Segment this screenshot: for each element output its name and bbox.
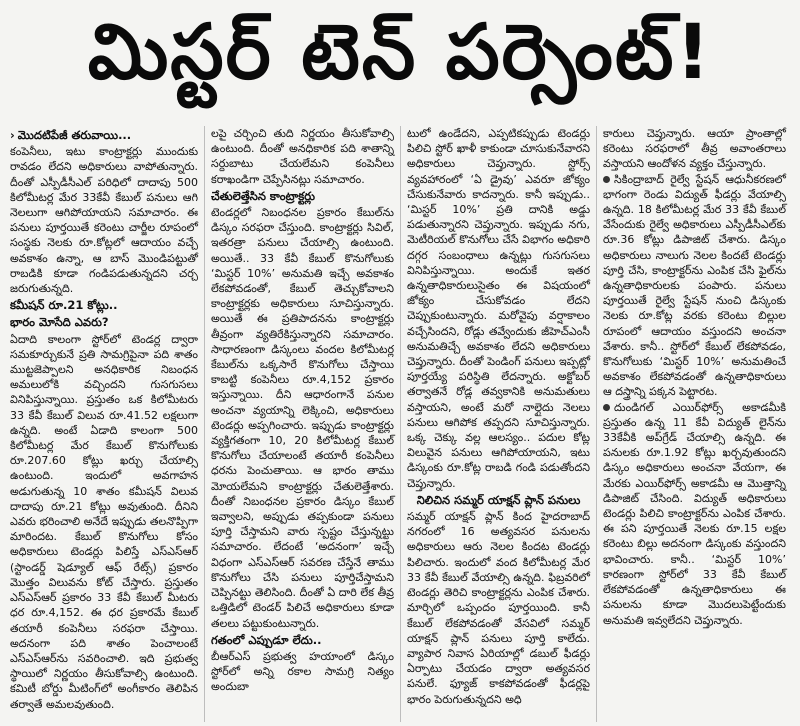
- subheading: [407, 493, 590, 508]
- paragraph: లపై చర్చించి తుది నిర్ణయం తీసుకోవాల్సి ఉంటుంది. దీంతో అనధికారిక పది శాతాన్ని సర్దుబాటు చేయలేమని కంపెనీలు కరాఖండిగా చెప్పేసినట్లు సమాచారం.: [211, 127, 394, 186]
- subheading-text: గతంలో ఎప్పుడూ లేదు..: [211, 632, 322, 647]
- chevron-right-icon: ›: [10, 128, 15, 142]
- bullet-icon: [603, 176, 610, 183]
- paragraph: బీఆర్ఎస్ ప్రభుత్వ హయాంలో డిస్కం స్టోర్‌లో అన్ని రకాల సామగ్రి నిత్యం అందుబా: [211, 649, 394, 694]
- subheading: [211, 633, 394, 648]
- subheading-text: భారం మోసేది ఎవరు?: [10, 315, 109, 330]
- subheading: [10, 128, 198, 143]
- subheading: [10, 298, 198, 313]
- article-column-3: [400, 126, 596, 722]
- subheading: [10, 315, 198, 330]
- subheading-text: నిలిచిన సమ్మర్ యాక్షన్ ప్లాన్ పనులు: [416, 492, 581, 507]
- paragraph: కారులు చెప్తున్నారు. ఆయా ప్రాంతాల్లో కరెంటు సరఫరాలో తీవ్ర అవాంతరాలు వస్తాయని ఆందోళన వ్యక్తం చేస్తున్నారు.: [603, 127, 786, 171]
- paragraph-text: సికింద్రాబాద్ రైల్వే స్టేషన్ ఆధునీకరణలో భాగంగా రెండు విద్యుత్ ఫీడర్లు వేయాల్సి ఉన్నది. 18 కిలోమీటర్ల మేర 33 కేవీ కేబుల్ వేసేందుకు రైల్వే అధికారులు ఎస్పీడీసీఎల్‌కు రూ.36 కోట్లు డిపాజిట్ చేశారు. డిస్కం అధికారులు నాలుగు నెలల కిందటే టెండర్లు పూర్తి చేసి, కాంట్రాక్టర్‌ను ఎంపిక చేసి ఫైల్‌ను ఉన్నతాధికారులకు పంపారు. పనులు పూర్తయితే రైల్వే స్టేషన్ నుంచి డిస్కంకు నెలకు రూ.కోట్ల వరకు కరెంటు బిల్లుల రూపంలో ఆదాయం వస్తుందని అంచనా వేశారు. కానీ.. స్టోర్‌లో కేబుల్ లేకపోవడం, కొనుగోలుకు ‘మిస్టర్ 10%’ అనుమతించే అవకాశం లేకపోవడంతో ఉన్నతాధికారులు ఆ దస్త్రాన్ని పక్కన పెట్టారట.: [603, 172, 786, 399]
- subheading: [211, 189, 394, 204]
- subheading-text: మొదటిపేజీ తరువాయి...: [17, 128, 132, 142]
- article-columns: [8, 126, 792, 722]
- article-column-1: [8, 126, 204, 722]
- paragraph: సమ్మర్ యాక్షన్ ప్లాన్ కింద హైదరాబాద్ నగరంలో 16 అత్యవసర పనులను అధికారులు ఆరు నెలల కిందట టెండర్లు పిలిచారు. ఇందులో వంద కిలోమీటర్ల మేర 33 కేవీ కేబుల్ వేయాల్సి ఉన్నది. ఫిబ్రవరిలో టెండర్లు తెరిచి కాంట్రాక్టర్లను ఎంపిక చేశారు. మార్చిలో ఒప్పందం పూర్తయింది. కానీ కేబుల్ లేకపోవడంతో వేసవిలో సమ్మర్ యాక్షన్ ప్లాన్ పనులు పూర్తి కాలేదు. వ్యాపార నివాస ఏరియాల్లో డబుల్ ఫీడర్లు ఏర్పాటు చేయడం ద్వారా అత్యవసర పనులే. ఫ్యూజ్ కాకపోవడంతో ఫీడర్లపై భారం పెరుగుతున్నదని అధి: [407, 510, 590, 706]
- paragraph: టులో ఉండేదని, ఎప్పటికప్పుడు టెండర్లు పిలిచి స్టోర్ ఖాళీ కాకుండా చూసుకునేవారని అధికారులు చెప్తున్నారు. స్టోర్స్ వ్యవహారంలో ‘ఏ డ్రైవు’ ఎవరూ జోక్యం చేసుకునేవారు కాదన్నారు. కానీ ఇప్పుడు.. ‘మిస్టర్ 10%’ ప్రతి దానికి అడ్డు పడుతున్నారని చెప్తున్నారు. ఇప్పుడు నగు, మెటీరియల్ కొనుగోలు చేసే విభాగం అధికారి దగ్గర సంబంధాలు ఉన్నట్లు గుసగుసలు వినిపిస్తున్నాయి. అందుకే ఇతర ఉన్నతాధికారులుసైతం ఈ విషయంలో జోక్యం చేసుకోవడం లేదని చెప్పుకుంటున్నారు. మరోవైపు వర్షాకాలం వచ్చేసిందని, రోడ్లు తవ్వేందుకు జీహెచ్ఎంసీ అనుమతిచ్చే అవకాశం లేదని అధికారులు చెప్తున్నారు. దీంతో పెండింగ్ పనులు ఇప్పట్లో పూర్తయ్యే పరిస్థితి లేదన్నారు. అక్టోబర్ తర్వాతనే రోడ్ల తవ్వకానికి అనుమతులు వస్తాయని, అంటే మరో నాల్గైదు నెలలు పనులు ఆగిపోక తప్పదని సూచిస్తున్నారు. ఒక్క చెక్కు వల్ల ఆలస్యం.. పదుల కోట్ల విలువైన పనులు ఆగిపోయాయని, ఇటు డిస్కంకు రూ.కోట్ల రాబడి గండి పడుతోందని చెప్తున్నారు.: [407, 127, 590, 490]
- article-column-2: [204, 126, 400, 722]
- paragraph: ఏదాది కాలంగా స్టోర్‌లో టెండర్ల ద్వారా సమకూర్చుకునే ప్రతి సామగ్రిపైనా పది శాతం ముట్టజెప్పాలని అనధికారిక నిబంధన అమలులోకి వచ్చిందని గుసగుసలు వినిపిస్తున్నాయి. ప్రస్తుతం ఒక కిలోమీటరు 33 కేవీ కేబుల్ విలువ రూ.41.52 లక్షలుగా ఉన్నది. అంటే ఏడాది కాలంగా 500 కిలోమీటర్ల మేర కేబుల్ కొనుగోలుకు రూ.207.60 కోట్లు ఖర్చు చేయాల్సి ఉంటుంది. ఇందులో అవగాహన అడుగుతున్న 10 శాతం కమీషన్ విలువ దాదాపు రూ.21 కోట్లు అవుతుంది. దీనిని ఎవరు భరించాలి అనేదే ఇప్పుడు తలనొప్పిగా మారిందట. కేబుల్ కొనుగోలు కోసం అధికారులు టెండర్లు పిలిస్తే ఎస్ఎస్ఆర్ (స్టాండర్డ్ షెడ్యూల్ ఆఫ్ రేట్స్) ప్రకారం మొత్తం విలువను కోట్ చేస్తారు. ప్రస్తుతం ఎస్ఎస్ఆర్ ప్రకారం 33 కేవీ కేబుల్ మీటరు ధర రూ.4,152. ఈ ధర ప్రకారమే కేబుల్ తయారీ కంపెనీలు సరఫరా చేస్తాయి. అదనంగా పది శాతం పెంచాలంటే ఎస్ఎస్ఆర్‌ను సవరించాలి. ఇది ప్రభుత్వ స్థాయిలో నిర్ణయం తీసుకోవాల్సి ఉంటుంది. కమిటీ బోర్డు మీటింగ్‌లో అంగీకారం తెలిపిన తర్వాతే అమలవుతుంది.: [10, 332, 198, 711]
- paragraph: టెండర్లలో నిబంధనల ప్రకారం కేబుల్‌ను డిస్కం సరఫరా చేస్తుంది. కాంట్రాక్టర్లు సివిల్, ఇతరత్రా పనులు చేయాల్సి ఉంటుంది. అయితే.. 33 కేవీ కేబుల్ కొనుగోలుకు ‘మిస్టర్ 10%’ అనుమతి ఇచ్చే అవకాశం లేకపోవడంతో, కేబుల్ తెచ్చుకోవాలని కాంట్రాక్టర్లకు అధికారులు సూచిస్తున్నారు. అయితే ఈ ప్రతిపాదనను కాంట్రాక్టర్లు తీవ్రంగా వ్యతిరేకిస్తున్నారని సమాచారం. సాధారణంగా డిస్కంలు వందల కిలోమీటర్ల కేబుల్‌ను ఒక్కసారే కొనుగోలు చేస్తాయి కాబట్టి కంపెనీలు రూ.4,152 ప్రకారం ఇస్తున్నాయి. దీని ఆధారంగానే పనుల అంచనా వ్యయాన్ని లెక్కించి, అధికారులు టెండర్లు అప్పగించారు. ఇప్పుడు కాంట్రాక్టర్లు వ్యక్తిగతంగా 10, 20 కిలోమీటర్ల కేబుల్ కొనుగోలు చేయాలంటే తయారీ కంపెనీలు ధరను పెంచుతాయి. ఆ భారం తాము మోయలేమని కాంట్రాక్టర్లు చేతులెత్తేశారు. దీంతో నిబంధనల ప్రకారం డిస్కం కేబుల్ ఇవ్వాలని, అప్పుడు తప్పకుండా పనులు పూర్తి చేస్తామని వారు స్పష్టం చేస్తున్నట్టు సమాచారం. లేదంటే ‘అదనంగా’ ఇచ్చే విధంగా ఎస్ఎస్ఆర్ సవరణ చేస్తేనే తాము కొనుగోలు చేసి పనులు పూర్తిచేస్తామని చెప్పినట్టు తెలిసింది. దీంతో ఏ దారి లేక తీవ్ర ఒత్తిడిలో టెండర్ పిలిచే అధికారులు కూడా తలలు పట్టుకుంటున్నారు.: [211, 206, 394, 630]
- paragraph-text: దుండిగల్ ఎయిర్‌ఫోర్స్ అకాడమీకి ప్రస్తుతం ఉన్న 11 కేవీ విద్యుత్ లైన్‌ను 33కేవీకి అప్‌గ్రేడ్ చేయాల్సి ఉన్నది. ఈ పనులకు రూ.1.92 కోట్లు ఖర్చవుతుందని డిస్కం అధికారులు అంచనా వేయగా, ఈ మేరకు ఎయిర్‌ఫోర్స్ అకాడమీ ఆ మొత్తాన్ని డిపాజిట్ చేసింది. విద్యుత్ అధికారులు టెండర్లు పిలిచి కాంట్రాక్టర్‌ను ఎంపిక చేశారు. ఈ పని పూర్తయితే నెలకు రూ.15 లక్షల కరెంటు బిల్లు అదనంగా డిస్కంకు వస్తుందని భావించారు. కానీ.. ‘మిస్టర్ 10%’ కారణంగా స్టోర్‌లో 33 కేవీ కేబుల్ లేకపోవడంతో ఉన్నతాధికారులు ఈ పనులను కూడా మొదలుపెట్టేందుకు అనుమతి ఇవ్వలేదని చెప్తున్నారు.: [603, 400, 786, 627]
- bullet-icon: [603, 404, 610, 411]
- subheading-text: చేతులెత్తేసిన కాంట్రాక్టర్లు: [211, 188, 316, 203]
- article-column-4: [596, 126, 792, 722]
- headline: మిస్టర్ టెన్ పర్సెంట్!: [87, 7, 713, 96]
- subheading-text: కమీషన్ రూ.21 కోట్లు..: [10, 298, 118, 313]
- bullet-paragraph: [603, 172, 786, 400]
- paragraph: కంపెనీలు, ఇటు కాంట్రాక్టర్లు ముందుకు రావడం లేదని అధికారులు వాపోతున్నారు. దీంతో ఎస్పీడీసీఎల్ పరిధిలో దాదాపు 500 కిలోమీటర్ల మేర 33కేవీ కేబుల్ పనులు ఆగి నెలలుగా ఆగిపోయాయని సమాచారం. ఈ పనులు పూర్తయితే కరెంటు చార్జీల రూపంలో సంస్థకు నెలకు రూ.కోట్లలో ఆదాయం వచ్చే అవకాశం ఉన్నా, ఆ బాస్ మొండిపట్టుతో రాబడికి కూడా గండిపడుతున్నదని చర్చ జరుగుతున్నది.: [10, 145, 198, 296]
- bullet-paragraph: [603, 400, 786, 628]
